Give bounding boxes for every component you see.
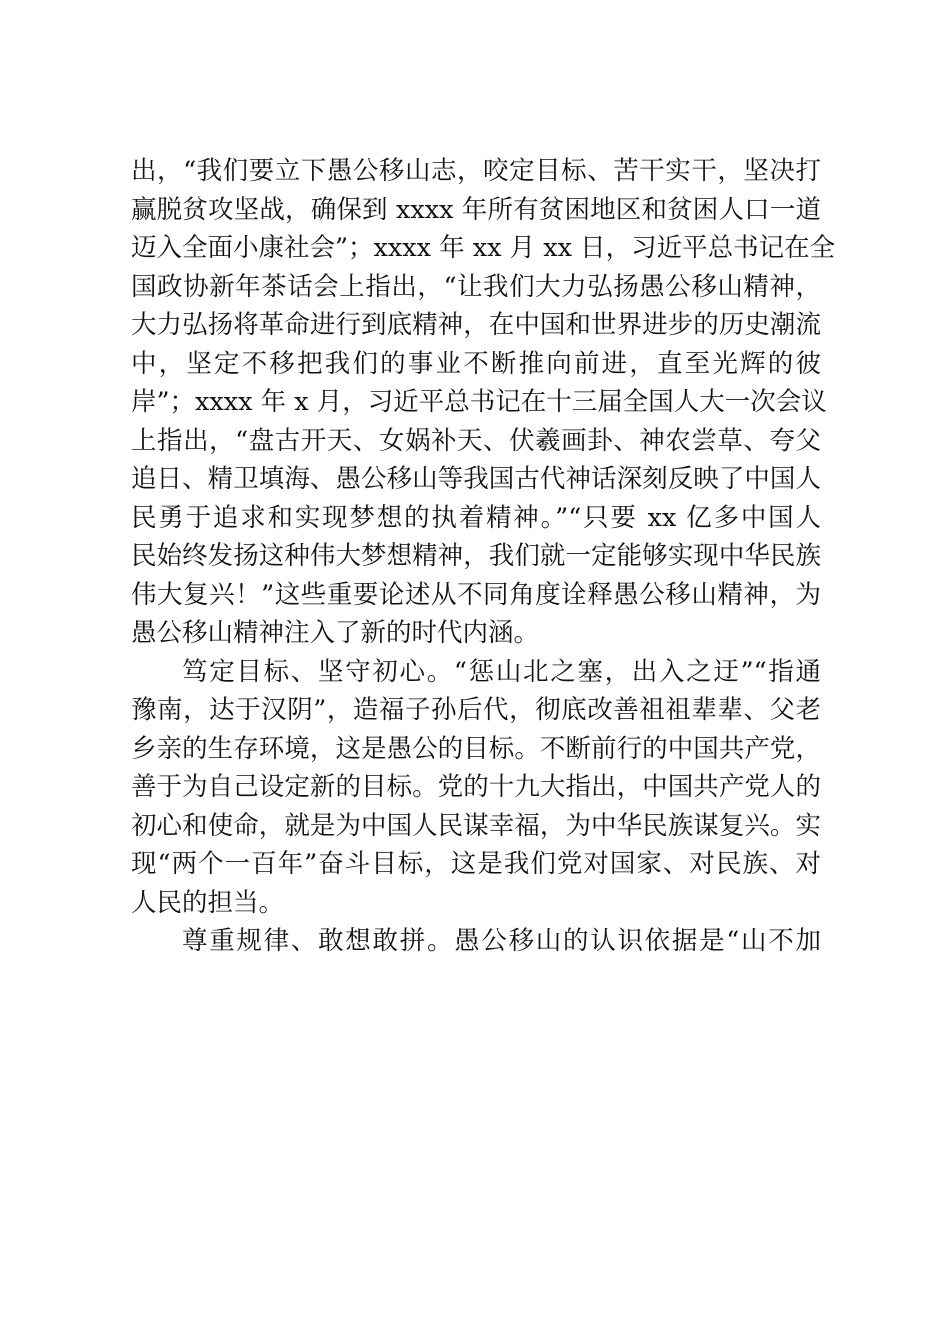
text-line: 伟大复兴！”这些重要论述从不同角度诠释愚公移山精神，为 — [131, 579, 821, 610]
text-line: 愚公移山精神注入了新的时代内涵。 — [131, 618, 540, 648]
text-line: 大力弘扬将革命进行到底精神，在中国和世界进步的历史潮流 — [131, 310, 821, 340]
text-line: 迈入全面小康社会”；xxxx 年 xx 月 xx 日，习近平总书记在全 — [131, 233, 836, 263]
text-line: 民始终发扬这种伟大梦想精神，我们就一定能够实现中华民族 — [131, 541, 821, 571]
text-line: 中，坚定不移把我们的事业不断推向前进，直至光辉的彼 — [131, 348, 821, 379]
text-line: 笃定目标、坚守初心。“惩山北之塞，出入之迂”“指通 — [182, 656, 821, 687]
paragraph-3 — [131, 922, 821, 961]
text-line: 豫南，达于汉阴”，造福子孙后代，彻底改善祖祖辈辈、父老 — [131, 695, 821, 725]
text-line: 现“两个一百年”奋斗目标，这是我们党对国家、对民族、对 — [131, 849, 821, 879]
text-line: 尊重规律、敢想敢拼。愚公移山的认识依据是“山不加 — [182, 926, 821, 956]
text-line: 岸”；xxxx 年 x 月，习近平总书记在十三届全国人大一次会议 — [131, 387, 827, 417]
text-line: 民勇于追求和实现梦想的执着精神。”“只要 xx 亿多中国人 — [131, 502, 821, 533]
text-line: 人民的担当。 — [131, 887, 285, 918]
paragraph-1 — [131, 152, 836, 653]
body-text — [131, 152, 836, 961]
text-line: 追日、精卫填海、愚公移山等我国古代神话深刻反映了中国人 — [131, 464, 821, 494]
text-line: 初心和使命，就是为中国人民谋幸福，为中华民族谋复兴。实 — [131, 810, 821, 841]
text-line: 出，“我们要立下愚公移山志，咬定目标、苦干实干，坚决打 — [131, 156, 821, 186]
text-line: 乡亲的生存环境，这是愚公的目标。不断前行的中国共产党， — [131, 733, 821, 764]
paragraph-2 — [131, 653, 821, 923]
text-line: 国政协新年茶话会上指出，“让我们大力弘扬愚公移山精神， — [131, 271, 821, 302]
text-line: 上指出，“盘古开天、女娲补天、伏羲画卦、神农尝草、夸父 — [131, 425, 821, 456]
text-line: 赢脱贫攻坚战，确保到 xxxx 年所有贫困地区和贫困人口一道 — [131, 194, 821, 225]
text-line: 善于为自己设定新的目标。党的十九大指出，中国共产党人的 — [131, 772, 821, 802]
